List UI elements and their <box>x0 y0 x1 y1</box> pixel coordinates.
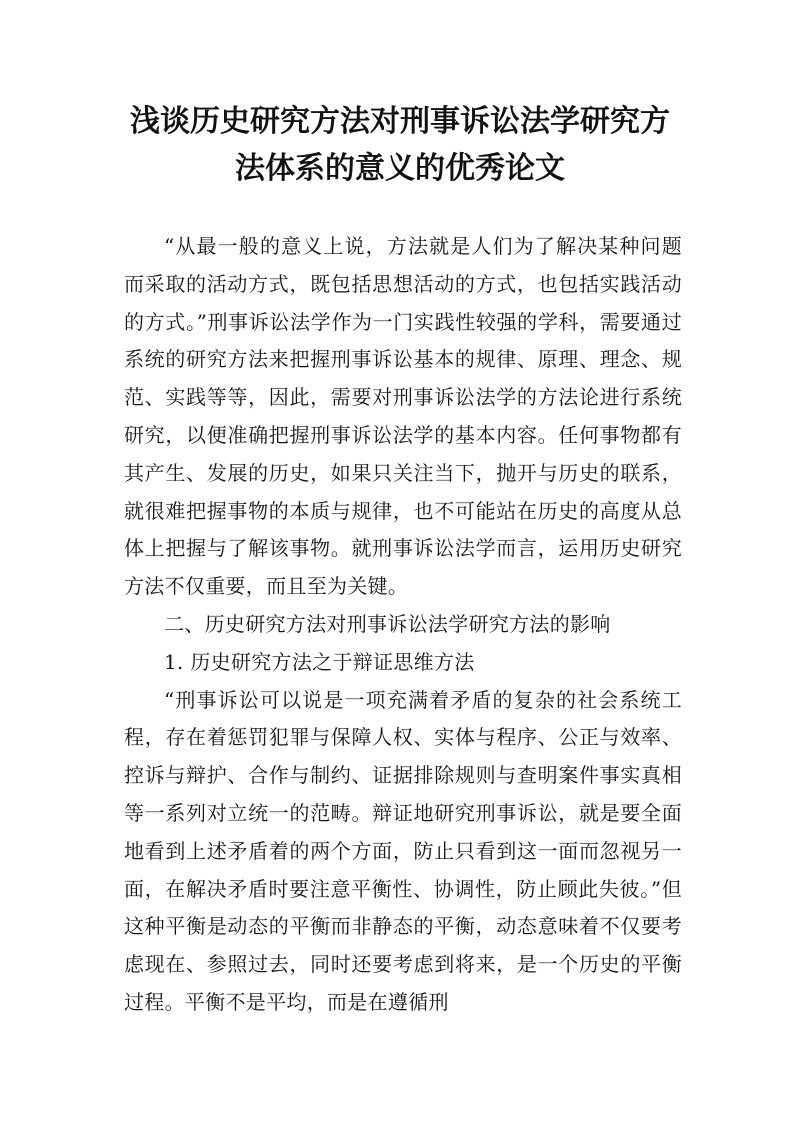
subsection-heading: 1. 历史研究方法之于辩证思维方法 <box>164 649 475 674</box>
document-body <box>124 228 682 1022</box>
document-title <box>110 98 690 192</box>
title-line-1: 浅谈历史研究方法对刑事诉讼法学研究方 <box>130 104 670 139</box>
paragraph-dialectics: “刑事诉讼可以说是一项充满着矛盾的复杂的社会系统工程，存在着惩罚犯罪与保障人权、实体与程序、公正与效率、控诉与辩护、合作与制约、证据排除规则与查明案件事实真相等一系列对立统一的范畴。辩证地研究刑事诉讼，就是要全面地看到上述矛盾着的两个方面，防止只看到这一面而忽视另一面，在解决矛盾时要注意平衡性、协调性，防止顾此失彼。”但这种平衡是动态的平衡而非静态的平衡，动态意味着不仅要考虑现在、参照过去，同时还要考虑到将来，是一个历史的平衡过程。平衡不是平均，而是在遵循刑 <box>124 687 682 1014</box>
paragraph-intro: “从最一般的意义上说，方法就是人们为了解决某种问题而采取的活动方式，既包括思想活动的方式，也包括实践活动的方式。”刑事诉讼法学作为一门实践性较强的学科，需要通过系统的研究方法来把握刑事诉讼基本的规律、原理、理念、规范、实践等等，因此，需要对刑事诉讼法学的方法论进行系统研究，以便准确把握刑事诉讼法学的基本内容。任何事物都有其产生、发展的历史，如果只关注当下，抛开与历史的联系，就很难把握事物的本质与规律，也不可能站在历史的高度从总体上把握与了解该事物。就刑事诉讼法学而言，运用历史研究方法不仅重要，而且至为关键。 <box>124 234 682 599</box>
title-line-2: 法体系的意义的优秀论文 <box>235 151 565 186</box>
section-heading: 二、历史研究方法对刑事诉讼法学研究方法的影响 <box>164 611 611 636</box>
